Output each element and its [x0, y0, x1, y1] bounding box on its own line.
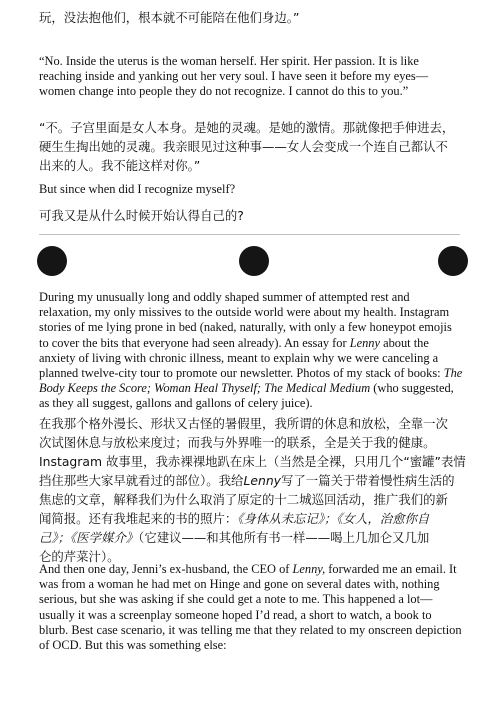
paragraph-zh-uterus-quote: “不。子宫里面是女人本身。是她的灵魂。是她的激情。那就像把手伸进去， 硬生生掏出她的灵魂。我亲眼见过这种事——女人会变成一个连自己都认不 出来的人。我不能这样对你。” — [39, 120, 455, 173]
paragraph-en-recognize-myself: But since when did I recognize myself? — [39, 182, 236, 196]
section-break-dot-left — [37, 246, 67, 276]
paragraph-zh-closing-quote: 玩，没法抱他们，根本就不可能陪在他们身边。” — [39, 10, 300, 25]
section-divider — [39, 234, 460, 235]
section-break-dot-center — [239, 246, 269, 276]
paragraph-en-summer-health: During my unusually long and oddly shaped summer of attempted rest and relaxation, my only missives to the outside world were about my health. Instagram stories of me lying prone in bed (naked, naturally, with only a few honeypot emojis to cover the bits that everyone had seen already). An essay for Lenny about the anxiety of living with chronic illness, meant to explain why we were canceling a planned twelve-city tour to promote our newsletter. Photos of my stack of books: The Body Keeps the Score; Woman Heal Thyself; The Medical Medium (who suggested, as they all suggest, gallons and gallons of celery juice). — [39, 290, 463, 411]
paragraph-zh-recognize-myself: 可我又是从什么时候开始认得自己的? — [39, 208, 244, 223]
paragraph-zh-summer-health: 在我那个格外漫长、形状又古怪的暑假里，我所谓的休息和放松，全靠一次 次试图休息与放松来度过；而我与外界唯一的联系，全是关于我的健康。 Instagram 故事里，我赤裸裸地趴在床上（当然是全裸，只用几个“蜜罐”表情 挡住那些大家早就看过的部位）。我给Lenny写了一篇关于带着慢性病生活的 焦虑的文章，解释我们为什么取消了原定的十二城巡回活动，推广我们的新 闻简报。还有我堆起来的书的照片：《身体从未忘记》；《女人，治愈你自 己》；《医学媒介》（它建议——和其他所有书一样——喝上几加仑又几加 仑的芹菜汁）。 — [39, 416, 466, 564]
paragraph-en-email-forward: And then one day, Jenni’s ex-husband, the CEO of Lenny, forwarded me an email. It was from a woman he had met on Hinge and gone on several dates with, nothing serious, but she was asking if she could get a note to me. This happened a lot—usually it was a screenplay someone hoped I’d read, a short to watch, a book to blurb. Best case scenario, it was telling me that they related to my onscreen depiction of OCD. But this was something else: — [39, 562, 462, 653]
section-break-dot-right — [438, 246, 468, 276]
paragraph-en-uterus-quote: “No. Inside the uterus is the woman herself. Her spirit. Her passion. It is like reaching inside and yanking out her very soul. I have seen it before my eyes—women change into people they do not recognize. I cannot do this to you.” — [39, 54, 429, 99]
